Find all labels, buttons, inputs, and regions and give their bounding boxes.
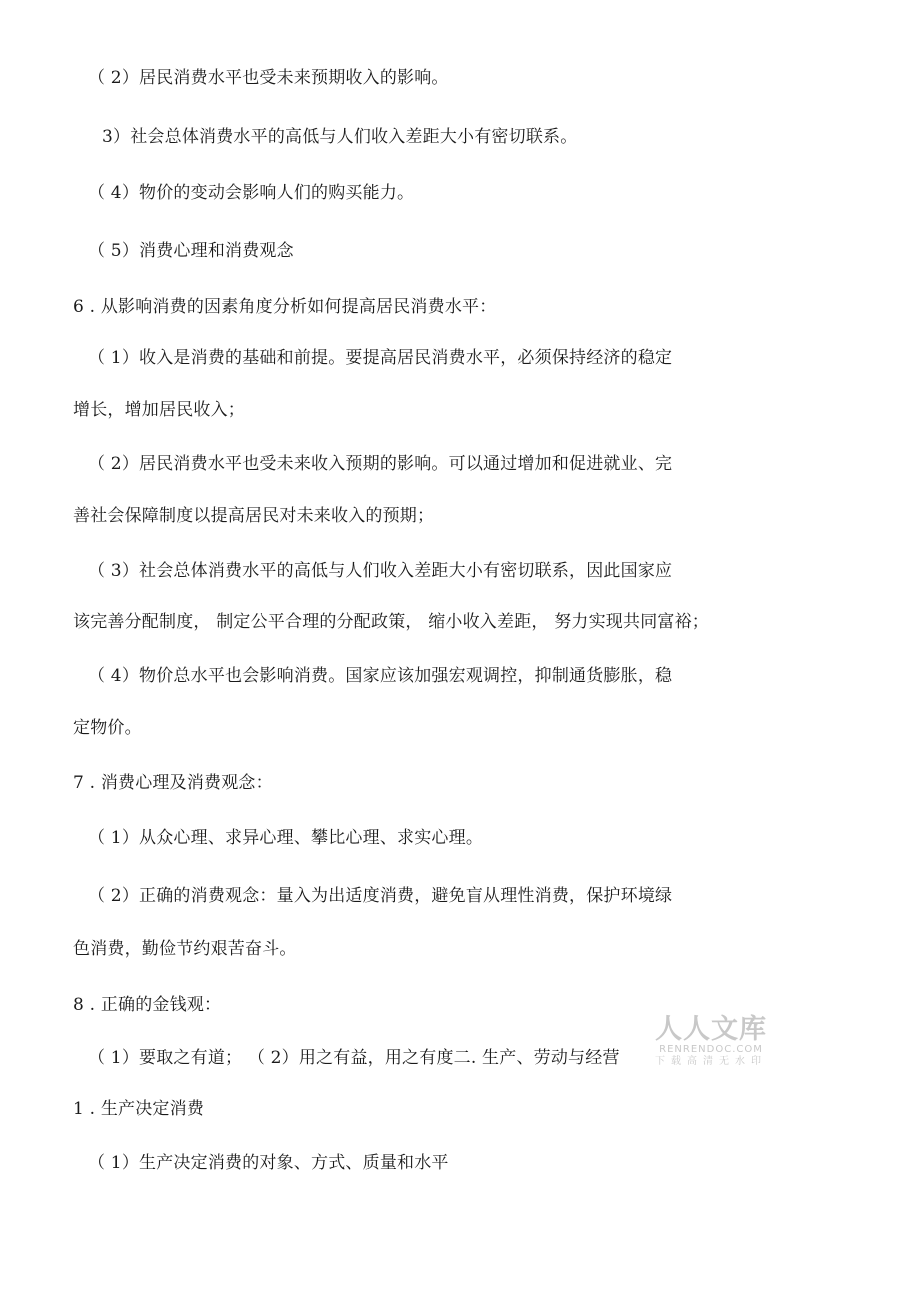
text-line: 定物价。 [73, 718, 142, 738]
text-line: （ 1）要取之有道； （ 2）用之有益，用之有度二. 生产、劳动与经营 [88, 1048, 620, 1068]
text-line: 增长，增加居民收入； [73, 400, 245, 420]
text-line: 善社会保障制度以提高居民对未来收入的预期； [73, 506, 435, 526]
section-heading: 8 . 正确的金钱观： [73, 995, 222, 1015]
text-line: （ 3）社会总体消费水平的高低与人们收入差距大小有密切联系，因此国家应 [88, 561, 673, 581]
section-heading: 6 . 从影响消费的因素角度分析如何提高居民消费水平： [73, 297, 497, 317]
watermark [646, 1014, 776, 1068]
text-line: 3）社会总体消费水平的高低与人们收入差距大小有密切联系。 [102, 127, 578, 147]
text-line: （ 4）物价总水平也会影响消费。国家应该加强宏观调控，抑制通货膨胀，稳 [88, 666, 673, 686]
text-line: 该完善分配制度， 制定公平合理的分配政策， 缩小收入差距， 努力实现共同富裕； [73, 612, 710, 632]
text-line: （ 1）从众心理、求异心理、攀比心理、求实心理。 [88, 828, 484, 848]
watermark-url: RENRENDOC.COM [659, 1044, 763, 1055]
text-line: （ 2）居民消费水平也受未来收入预期的影响。可以通过增加和促进就业、完 [88, 454, 673, 474]
text-line: （ 2）正确的消费观念：量入为出适度消费，避免盲从理性消费，保护环境绿 [88, 886, 673, 906]
section-heading: 1 . 生产决定消费 [73, 1099, 205, 1119]
watermark-title: 人人文库 [655, 1014, 767, 1045]
text-line: （ 5）消费心理和消费观念 [88, 241, 294, 261]
text-line: （ 1）收入是消费的基础和前提。要提高居民消费水平，必须保持经济的稳定 [88, 348, 673, 368]
text-line: （ 1）生产决定消费的对象、方式、质量和水平 [88, 1153, 449, 1173]
watermark-subtitle: 下载高清无水印 [655, 1056, 767, 1067]
text-line: （ 4）物价的变动会影响人们的购买能力。 [88, 183, 415, 203]
section-heading: 7 . 消费心理及消费观念： [73, 773, 273, 793]
text-line: 色消费，勤俭节约艰苦奋斗。 [73, 939, 297, 959]
text-line: （ 2）居民消费水平也受未来预期收入的影响。 [88, 68, 449, 88]
